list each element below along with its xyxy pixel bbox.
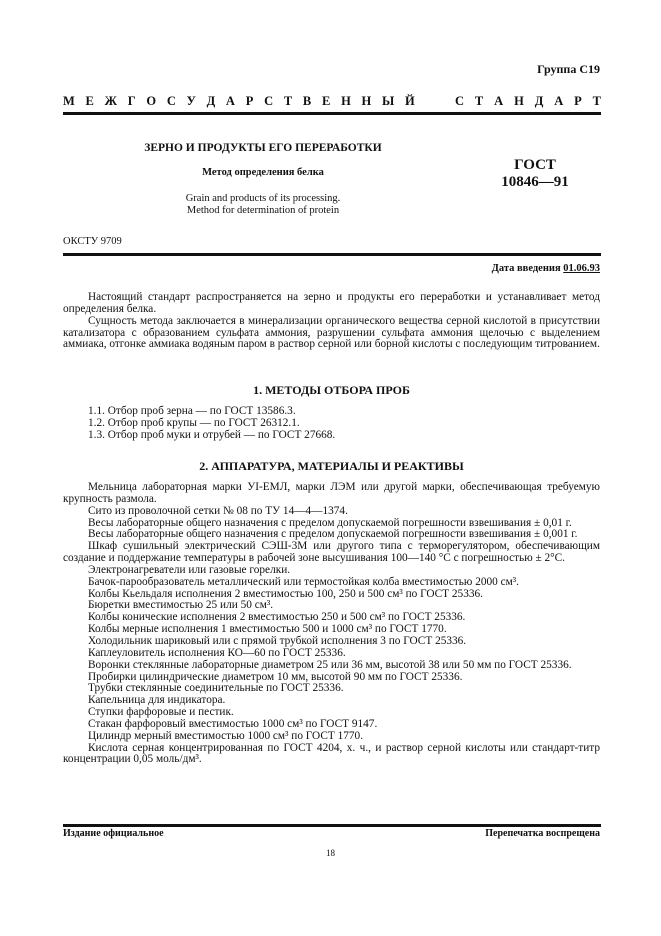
banner-letter: Т: [592, 94, 601, 108]
effective-date: [492, 263, 600, 274]
banner-letter: С: [264, 94, 274, 108]
banner-letter: Н: [361, 94, 372, 108]
banner-letter: Д: [534, 94, 544, 108]
english-title: [63, 193, 463, 217]
list-item: Колбы конические исполнения 2 вместимостью 250 и 500 см³ по ГОСТ 25336.: [88, 611, 466, 624]
list-item: Каплеуловитель исполнения КО—60 по ГОСТ 25336.: [88, 646, 346, 659]
banner-word-1: [63, 94, 415, 109]
list-item: Воронки стеклянные лабораторные диаметром 25 или 36 мм, высотой 38 или 50 мм по ГОСТ 25336.: [88, 658, 572, 671]
footer-rule: [63, 824, 601, 827]
banner-letter: Н: [514, 94, 524, 108]
list-item: Шкаф сушильный электрический СЭШ-3М или другого типа с терморегулятором, обеспечивающим создание и поддержание температуры в рабочей зоне высушивания 100—140 °С с погрешностью ± 2°С.: [63, 540, 600, 565]
banner-letter: О: [146, 94, 157, 108]
banner-letter: Е: [321, 94, 331, 108]
banner-letter: У: [186, 94, 196, 108]
section-1-list: [63, 406, 600, 442]
list-item: 1.3. Отбор проб муки и отрубей — по ГОСТ 27668.: [88, 428, 336, 441]
gost-label: ГОСТ: [514, 157, 556, 173]
banner-letter: Н: [341, 94, 351, 108]
list-item: Весы лабораторные общего назначения с пределом допускаемой погрешности взвешивания ± 0,001 г.: [88, 528, 578, 541]
banner-letter: А: [554, 94, 564, 108]
banner-letter: А: [494, 94, 504, 108]
mid-rule: [63, 253, 601, 256]
section-1-heading: 1. МЕТОДЫ ОТБОРА ПРОБ: [253, 383, 410, 397]
list-item: Бюретки вместимостью 25 или 50 см³.: [88, 599, 274, 612]
list-item: 1.1. Отбор проб зерна — по ГОСТ 13586.3.: [88, 405, 296, 417]
list-item: Колбы мерные исполнения 1 вместимостью 500 и 1000 см³ по ГОСТ 1770.: [88, 623, 447, 636]
banner-letter: Т: [474, 94, 484, 108]
list-item: Сито из проволочной сетки № 08 по ТУ 14—4—1374.: [88, 504, 348, 517]
english-title-line-1: Grain and products of its processing.: [185, 193, 341, 204]
document-title: ЗЕРНО И ПРОДУКТЫ ЕГО ПЕРЕРАБОТКИ: [144, 142, 382, 154]
footer-reprint-notice: Перепечатка воспрещена: [485, 828, 600, 839]
list-item: Холодильник шариковый или с прямой трубкой исполнения 3 по ГОСТ 25336.: [88, 634, 467, 647]
list-item: Бачок-парообразователь металлический или термостойкая колба вместимостью 2000 см³.: [88, 575, 519, 588]
banner-letter: В: [302, 94, 312, 108]
list-item: Весы лабораторные общего назначения с пределом допускаемой погрешности взвешивания ± 0,01 г.: [88, 516, 572, 529]
list-item: 1.2. Отбор проб крупы — по ГОСТ 26312.1.: [88, 416, 300, 429]
list-item: Пробирки цилиндрические диаметром 10 мм, высотой 90 мм по ГОСТ 25336.: [88, 670, 463, 683]
list-item: Электронагреватели или газовые горелки.: [88, 563, 291, 576]
intro-paragraph: Настоящий стандарт распространяется на зерно и продукты его переработки и устанавливает метод определения белка.: [63, 291, 600, 315]
gost-number: 10846—91: [501, 174, 569, 190]
footer-official-edition: Издание официальное: [63, 828, 164, 839]
list-item: Мельница лабораторная марки УI-ЕМЛ, марки ЛЭМ или другой марки, обеспечивающая требуемую крупность размола.: [63, 481, 600, 505]
banner-letter: Е: [85, 94, 94, 108]
banner-letter: Ы: [382, 94, 395, 108]
banner-word-2: [455, 94, 601, 109]
banner-letter: С: [455, 94, 465, 108]
banner-letter: Д: [206, 94, 216, 108]
gost-designation: [470, 157, 600, 191]
banner-letter: Р: [245, 94, 254, 108]
banner-letter: Т: [283, 94, 293, 108]
banner-letter: С: [166, 94, 176, 108]
intro-paragraph: Сущность метода заключается в минерализации органического вещества серной кислотой в присутствии катализатора с образованием сульфата аммония, разрушении сульфата аммония щелочью с выделением аммиака, отгонке аммиака водяным паром в раствор серной или борной кислоты с последующим титрованием.: [63, 314, 600, 351]
list-item: Кислота серная концентрированная по ГОСТ 4204, х. ч., и раствор серной кислоты или стандарт-титр концентрации 0,05 моль/дм³.: [63, 741, 600, 766]
banner-letter: Й: [405, 94, 415, 108]
list-item: Стакан фарфоровый вместимостью 1000 см³ по ГОСТ 9147.: [88, 717, 378, 730]
top-rule: [63, 112, 601, 115]
banner-letter: А: [225, 94, 235, 108]
banner-letter: Р: [574, 94, 582, 108]
list-item: Ступки фарфоровые и пестик.: [88, 706, 234, 719]
page-number: 18: [326, 848, 335, 858]
english-title-line-2: Method for determination of protein: [186, 205, 340, 216]
banner-letter: Г: [127, 94, 136, 108]
date-label: Дата введения: [491, 263, 561, 274]
section-2-heading: 2. АППАРАТУРА, МАТЕРИАЛЫ И РЕАКТИВЫ: [199, 459, 464, 473]
group-label: Группа С19: [537, 62, 600, 76]
banner-letter: М: [63, 94, 75, 108]
list-item: Цилиндр мерный вместимостью 1000 см³ по ГОСТ 1770.: [88, 729, 364, 742]
banner: [63, 94, 601, 109]
list-item: Капельница для индикатора.: [88, 694, 226, 707]
banner-letter: Ж: [104, 94, 117, 108]
okstu-code: ОКСТУ 9709: [63, 236, 122, 247]
list-item: Колбы Кьельдаля исполнения 2 вместимостью 100, 250 и 500 см³ по ГОСТ 25336.: [88, 587, 483, 600]
list-item: Трубки стеклянные соединительные по ГОСТ 25336.: [88, 682, 344, 695]
date-value: 01.06.93: [563, 263, 600, 274]
section-2-list: [63, 482, 600, 766]
intro: [63, 292, 600, 351]
document-subtitle: Метод определения белка: [202, 167, 324, 178]
